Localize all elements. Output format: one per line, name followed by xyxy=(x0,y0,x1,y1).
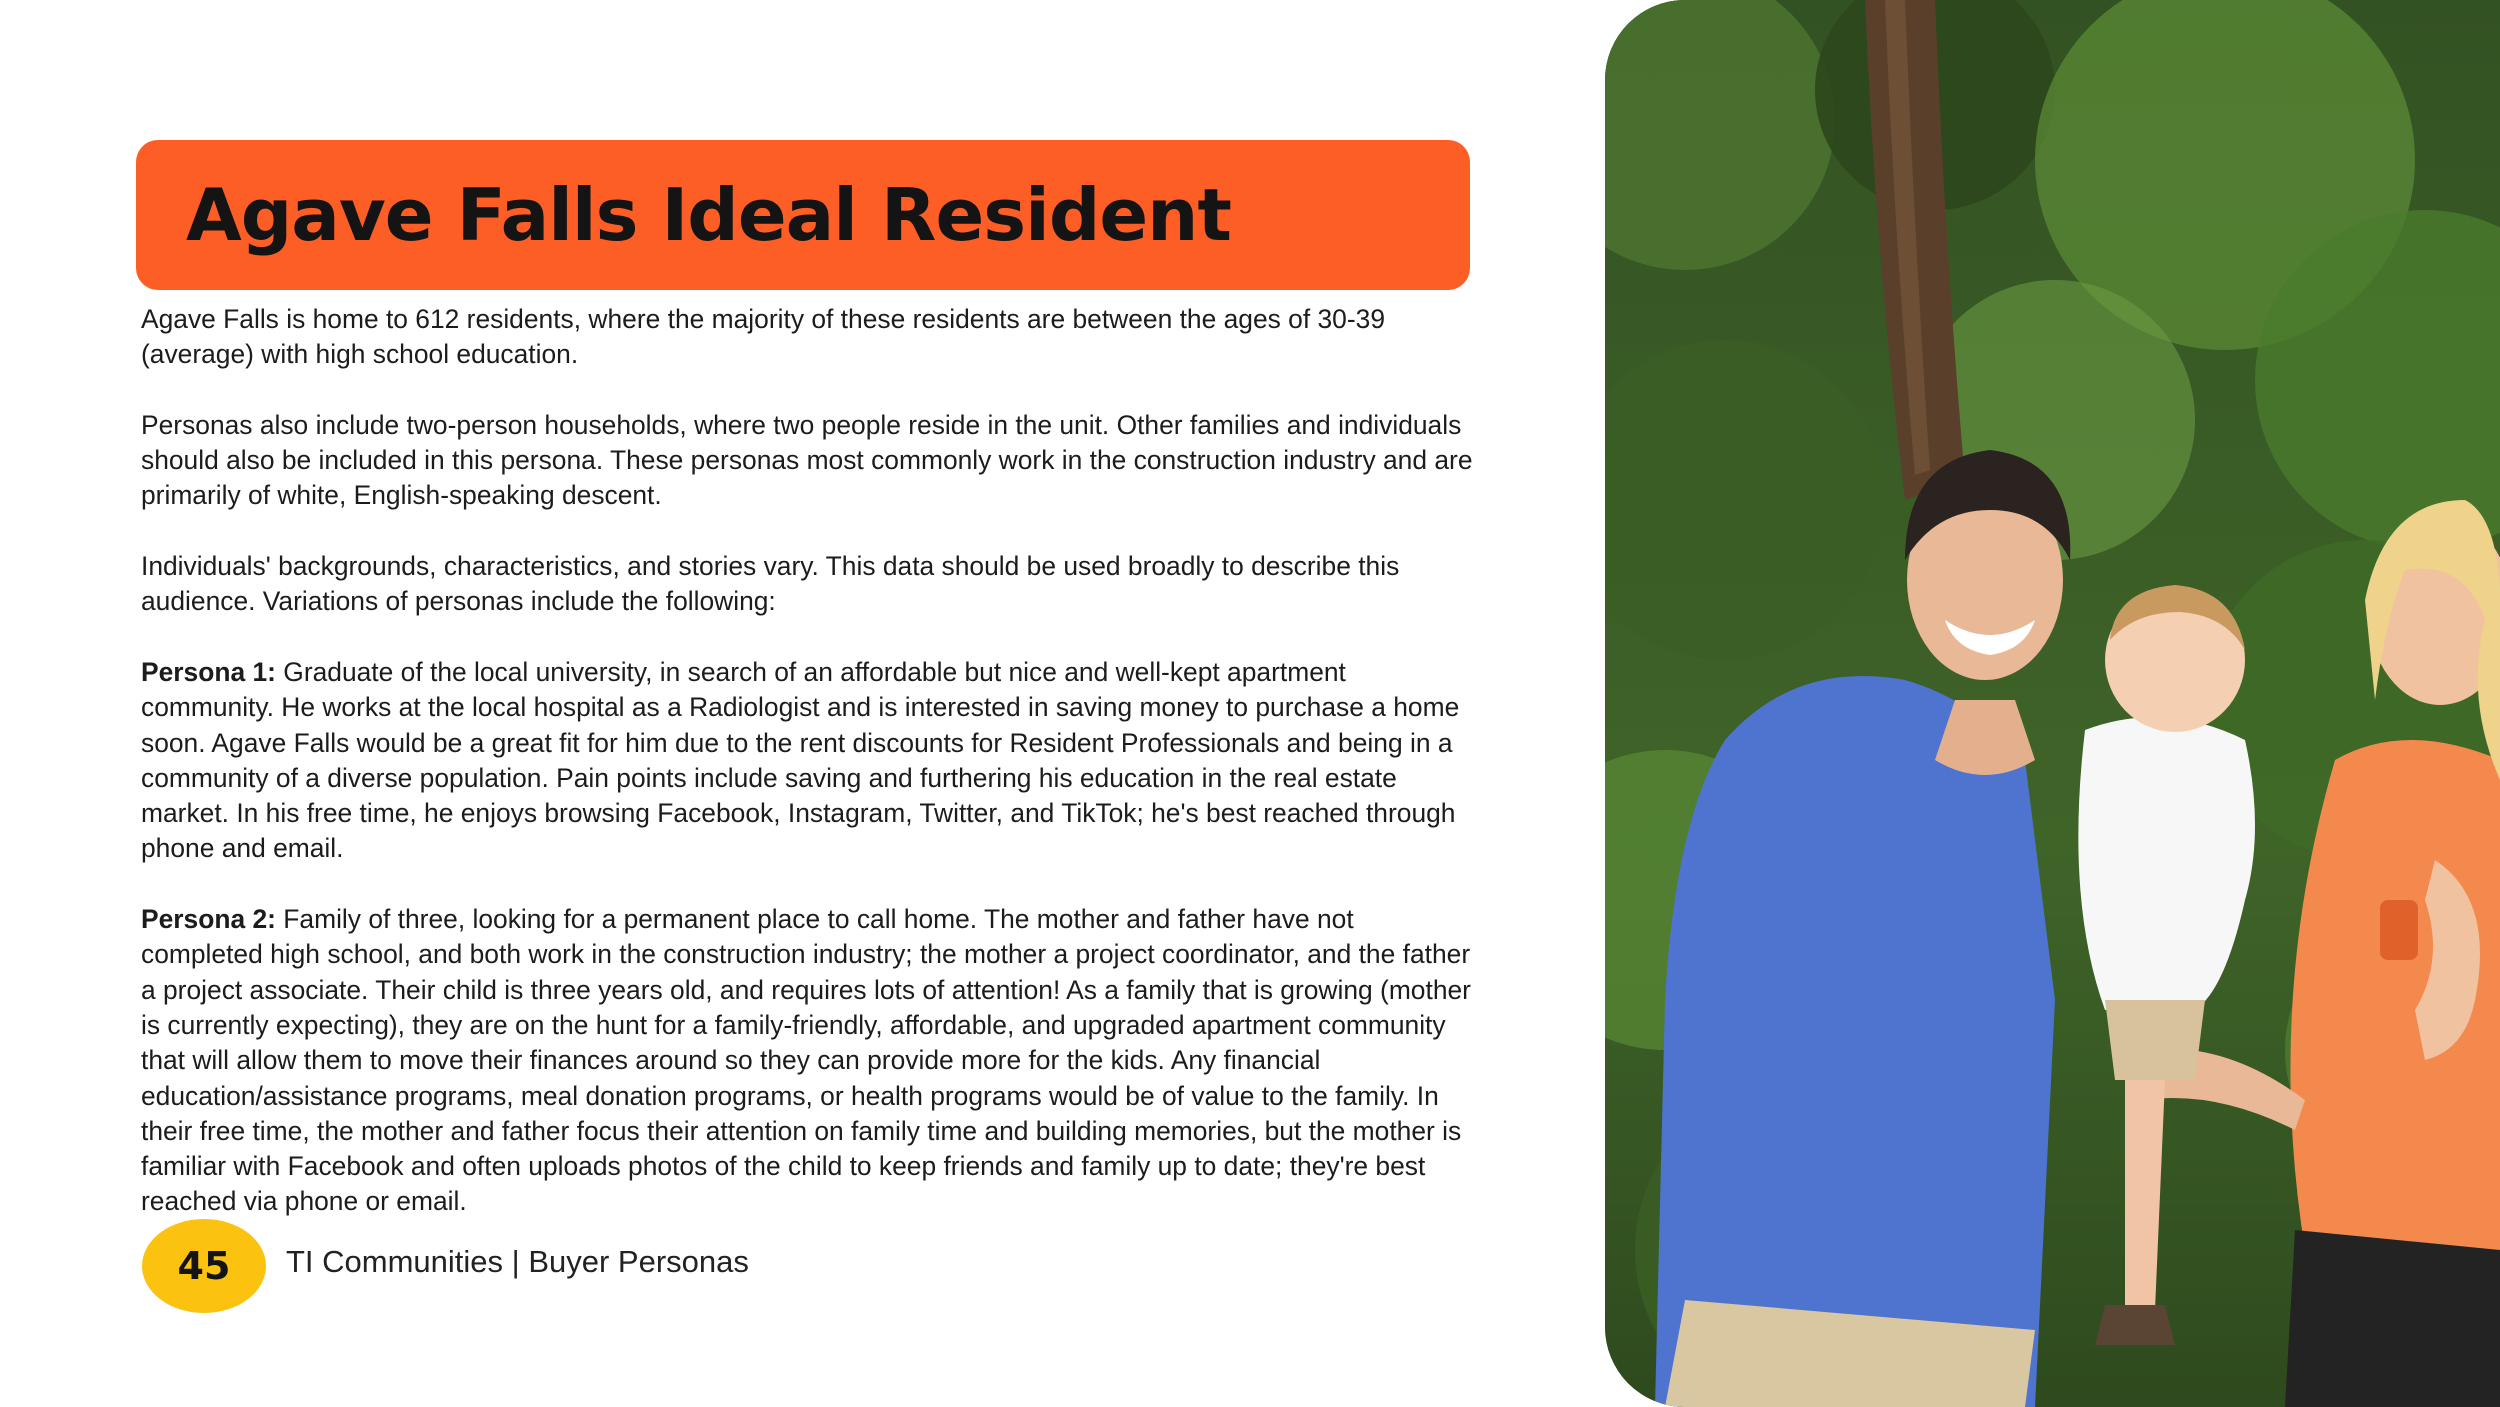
persona-1-text: Graduate of the local university, in search of an affordable but nice and well-kept apartment community. He works at the local hospital as a Radiologist and is interested in saving money to purchase a home soon. Agave Falls would be a great fit for him due to the rent discounts for Resident Professionals and being in a community of a diverse population. Pain points include saving and furthering his education in the real estate market. In his free time, he enjoys browsing Facebook, Instagram, Twitter, and TikTok; he's best reached through phone and email. xyxy=(141,656,1460,864)
footer-caption: TI Communities | Buyer Personas xyxy=(286,1244,749,1279)
family-photo xyxy=(1605,0,2500,1407)
persona-1-label: Persona 1: xyxy=(141,656,276,687)
persona-2-paragraph xyxy=(141,902,1481,1220)
page-number-badge xyxy=(142,1219,266,1313)
page-title: Agave Falls Ideal Resident xyxy=(186,173,1231,257)
variations-paragraph: Individuals' backgrounds, characteristics, and stories vary. This data should be used broadly to describe this audience. Variations of personas include the following: xyxy=(141,551,1400,617)
persona-2-text: Family of three, looking for a permanent place to call home. The mother and father have not completed high school, and both work in the construction industry; the mother a project coordinator, and the father a project associate. Their child is three years old, and requires lots of attention! As a family that is growing (mother is currently expecting), they are on the hunt for a family-friendly, affordable, and upgraded apartment community that will allow them to move their finances around so they can provide more for the kids. Any financial education/assistance programs, meal donation programs, or health programs would be of value to the family. In their free time, the mother and father focus their attention on family time and building memories, but the mother is familiar with Facebook and often uploads photos of the child to keep friends and family up to date; they're best reached via phone or email. xyxy=(141,904,1471,1217)
households-paragraph: Personas also include two-person households, where two people reside in the unit. Other families and individuals should also be included in this persona. These personas most commonly work in the construction industry and are primarily of white, English-speaking descent. xyxy=(141,409,1473,511)
body-text xyxy=(141,302,1481,1220)
page-number: 45 xyxy=(177,1244,231,1288)
intro-paragraph: Agave Falls is home to 612 residents, where the majority of these residents are between the ages of 30-39 (average) with high school education. xyxy=(141,304,1385,370)
title-banner xyxy=(136,140,1470,290)
family-photo-illustration xyxy=(1605,0,2500,1407)
persona-1-paragraph xyxy=(141,655,1481,867)
persona-2-label: Persona 2: xyxy=(141,904,276,935)
